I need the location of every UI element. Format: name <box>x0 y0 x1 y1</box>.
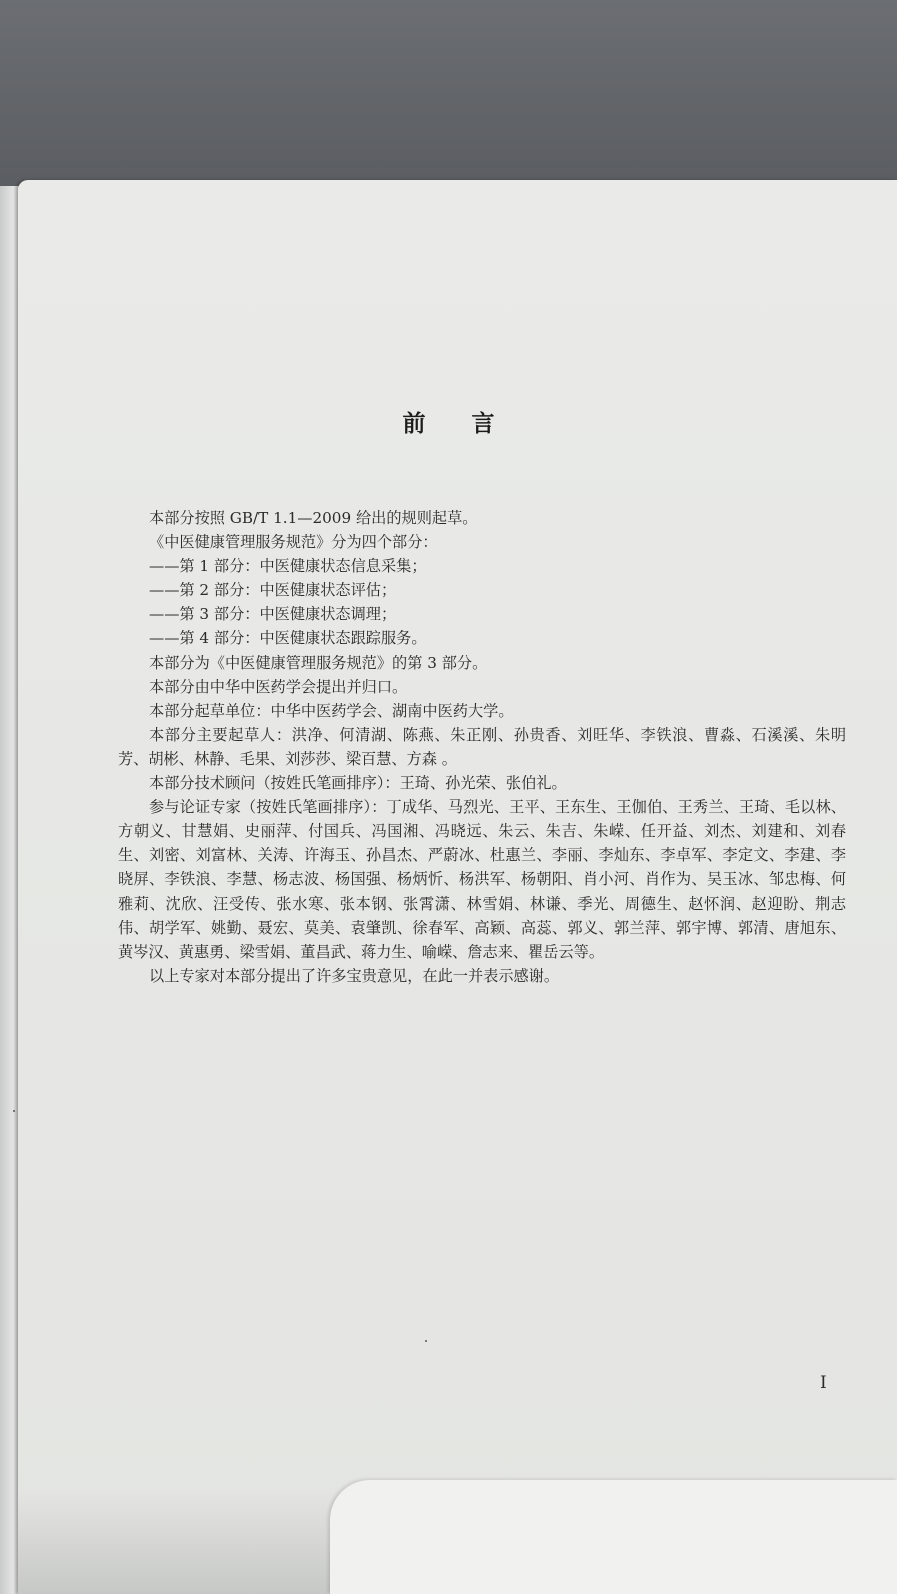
cover-flap <box>330 1480 897 1594</box>
list-item-part-4: ——第 4 部分：中医健康状态跟踪服务。 <box>149 629 427 648</box>
paragraph-drafting-units: 本部分起草单位：中华中医药学会、湖南中医药大学。 <box>149 701 514 720</box>
list-item-part-3: ——第 3 部分：中医健康状态调理； <box>149 605 397 624</box>
paragraph-advisors: 本部分技术顾问（按姓氏笔画排序）：王琦、孙光荣、张伯礼。 <box>149 774 567 793</box>
page-mark <box>13 1110 15 1112</box>
list-item-part-2: ——第 2 部分：中医健康状态评估； <box>149 581 397 600</box>
paragraph-parts-intro: 《中医健康管理服务规范》分为四个部分： <box>149 533 438 552</box>
paragraph-part-number: 本部分为《中医健康管理服务规范》的第 3 部分。 <box>149 653 488 672</box>
page-title: 前言 <box>402 411 541 437</box>
list-item-part-1: ——第 1 部分：中医健康状态信息采集； <box>149 557 427 576</box>
paragraph-acknowledgement: 以上专家对本部分提出了许多宝贵意见，在此一并表示感谢。 <box>149 966 560 985</box>
document-body <box>118 506 846 988</box>
paragraph-experts: 参与论证专家（按姓氏笔画排序）：丁成华、马烈光、王平、王东生、王伽伯、王秀兰、王琦、毛以林、方朝义、甘慧娟、史丽萍、付国兵、冯国湘、冯晓远、朱云、朱吉、朱嵘、任开益、刘杰、刘建和、刘春生、刘密、刘富林、关涛、许海玉、孙昌杰、严蔚冰、杜惠兰、李丽、李灿东、李卓军、李定文、李建、李晓屏、李铁浪、李慧、杨志波、杨国强、杨炳忻、杨洪军、杨朝阳、肖小河、肖作为、吴玉冰、邹忠梅、何雅莉、沈欣、汪受传、张水寒、张本钢、张霄潇、林雪娟、林谦、季光、周德生、赵怀润、赵迎盼、荆志伟、胡学军、姚勤、聂宏、莫美、袁肇凯、徐春军、高颖、高蕊、郭义、郭兰萍、郭宇博、郭清、唐旭东、黄岑汉、黄惠勇、梁雪娟、董昌武、蒋力生、喻嵘、詹志来、瞿岳云等。 <box>118 798 846 961</box>
paragraph-proposer: 本部分由中华中医药学会提出并归口。 <box>149 677 408 696</box>
paragraph-drafters: 本部分主要起草人：洪净、何清湖、陈燕、朱正刚、孙贵香、刘旺华、李铁浪、曹淼、石溪溪、朱明芳、胡彬、林静、毛果、刘莎莎、梁百慧、方森 。 <box>118 725 846 768</box>
page-mark <box>425 1340 427 1342</box>
page-number: I <box>820 1373 827 1393</box>
page-bottom-shadow <box>18 1490 348 1594</box>
paragraph-drafting-rules: 本部分按照 GB/T 1.1—2009 给出的规则起草。 <box>149 509 478 527</box>
